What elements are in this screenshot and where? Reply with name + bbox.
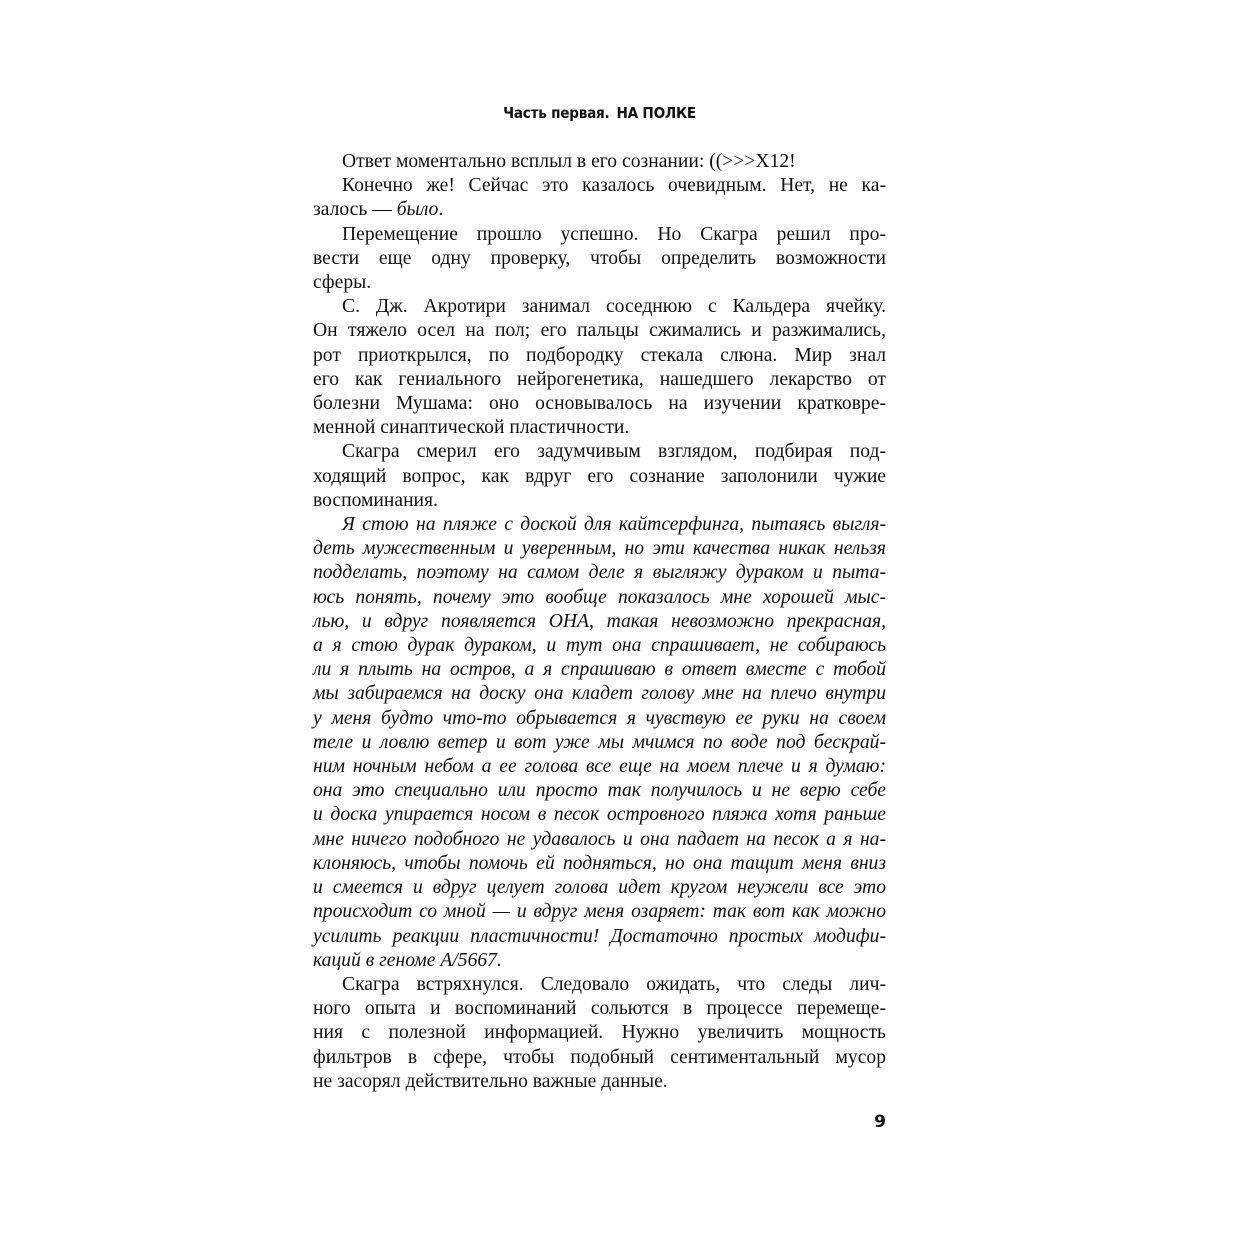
text-line: происходит со мной — и вдруг меня озаряет: так вот как можно [313, 901, 886, 923]
text-line: Он тяжело осел на пол; его пальцы сжимались и разжимались, [313, 320, 886, 342]
text-line: клоняюсь, чтобы помочь ей подняться, но она тащит меня вниз [313, 852, 886, 874]
text-line: ния с полезной информацией. Нужно увеличить мощность [313, 1022, 886, 1044]
text-line: она это специально или просто так получилось и не верю себе [313, 780, 886, 802]
paragraph [313, 174, 886, 222]
text-line: фильтров в сфере, чтобы подобный сентиментальный мусор [313, 1046, 886, 1068]
text-line: сферы. [313, 272, 372, 294]
emphasis: было [396, 199, 439, 221]
text-line: менной синаптической пластичности. [313, 417, 630, 439]
text-line: вести еще одну проверку, чтобы определить возможности [313, 247, 886, 269]
text-line: лью, и вдруг появляется ОНА, такая невозможно прекрасная, [313, 610, 886, 632]
text-line: залось — было. [313, 199, 444, 221]
text-line: мне ничего подобного не удавалось и она падает на песок а я на- [313, 828, 886, 850]
text-line: и доска упирается носом в песок островного пляжа хотя раньше [313, 804, 886, 826]
text-line: теле и ловлю ветер и вот уже мы мчимся по воде под бескрай- [313, 731, 886, 753]
text-line: у меня будто что-то обрывается я чувствую ее руки на своем [313, 707, 886, 729]
text-line: подделать, поэтому на самом деле я выгляжу дураком и пыта- [313, 562, 886, 584]
text-line: Ответ моментально всплыл в его сознании: ((>>>X12! [342, 151, 796, 172]
paragraph [313, 973, 886, 1094]
text-line: деть мужественным и уверенным, но эти качества никак нельзя [313, 538, 886, 560]
paragraph [313, 295, 886, 440]
running-head-part: Часть первая. [503, 104, 610, 122]
running-head [347, 104, 851, 122]
text-line: его как гениального нейрогенетика, нашедшего лекарство от [313, 368, 886, 390]
text-line: болезни Мушама: оно основывалось на изучении кратковре- [313, 393, 886, 415]
text-line: каций в геноме A/5667. [313, 949, 502, 971]
text-line: и смеется и вдруг целует голова идет кругом неужели все это [313, 877, 886, 899]
text-line: Я стою на пляже с доской для кайтсерфинга, пытаясь выгля- [342, 514, 886, 536]
text-line: ним ночным небом а ее голова все еще на моем плече и я думаю: [313, 756, 886, 778]
text-line: ного опыта и воспоминаний сольются в процессе перемеще- [313, 998, 886, 1020]
paragraph [313, 223, 886, 296]
body-text [313, 150, 886, 1094]
text-line: Перемещение прошло успешно. Но Скагра решил про- [342, 223, 886, 245]
text-line: С. Дж. Акротири занимал соседнюю с Кальдера ячейку. [342, 296, 886, 318]
text-line: Скагра смерил его задумчивым взглядом, подбирая под- [342, 441, 886, 463]
paragraph [313, 150, 886, 174]
text-line: юсь понять, почему это вообще показалось мне хорошей мыс- [313, 586, 886, 608]
text-line: Конечно же! Сейчас это казалось очевидным. Нет, не ка- [342, 175, 886, 197]
italic-paragraph [313, 513, 886, 973]
text-line: ли я плыть на остров, а я спрашиваю в ответ вместе с тобой [313, 659, 886, 681]
text-line: воспоминания. [313, 489, 438, 511]
page-number: 9 [874, 1112, 886, 1132]
text-line: мы забираемся на доску она кладет голову мне на плечо внутри [313, 683, 886, 705]
text-line: ходящий вопрос, как вдруг его сознание заполонили чужие [313, 465, 886, 487]
paragraph [313, 440, 886, 513]
text-line: Скагра встряхнулся. Следовало ожидать, что следы лич- [342, 973, 886, 995]
text-line: а я стою дурак дураком, и тут она спрашивает, не собираюсь [313, 635, 886, 657]
text-line: рот приоткрылся, по подбородку стекала слюна. Мир знал [313, 344, 886, 366]
text-line: усилить реакции пластичности! Достаточно простых модифи- [313, 925, 886, 947]
text-line: не засорял действительно важные данные. [313, 1070, 668, 1092]
running-head-title: НА ПОЛКЕ [616, 104, 696, 122]
